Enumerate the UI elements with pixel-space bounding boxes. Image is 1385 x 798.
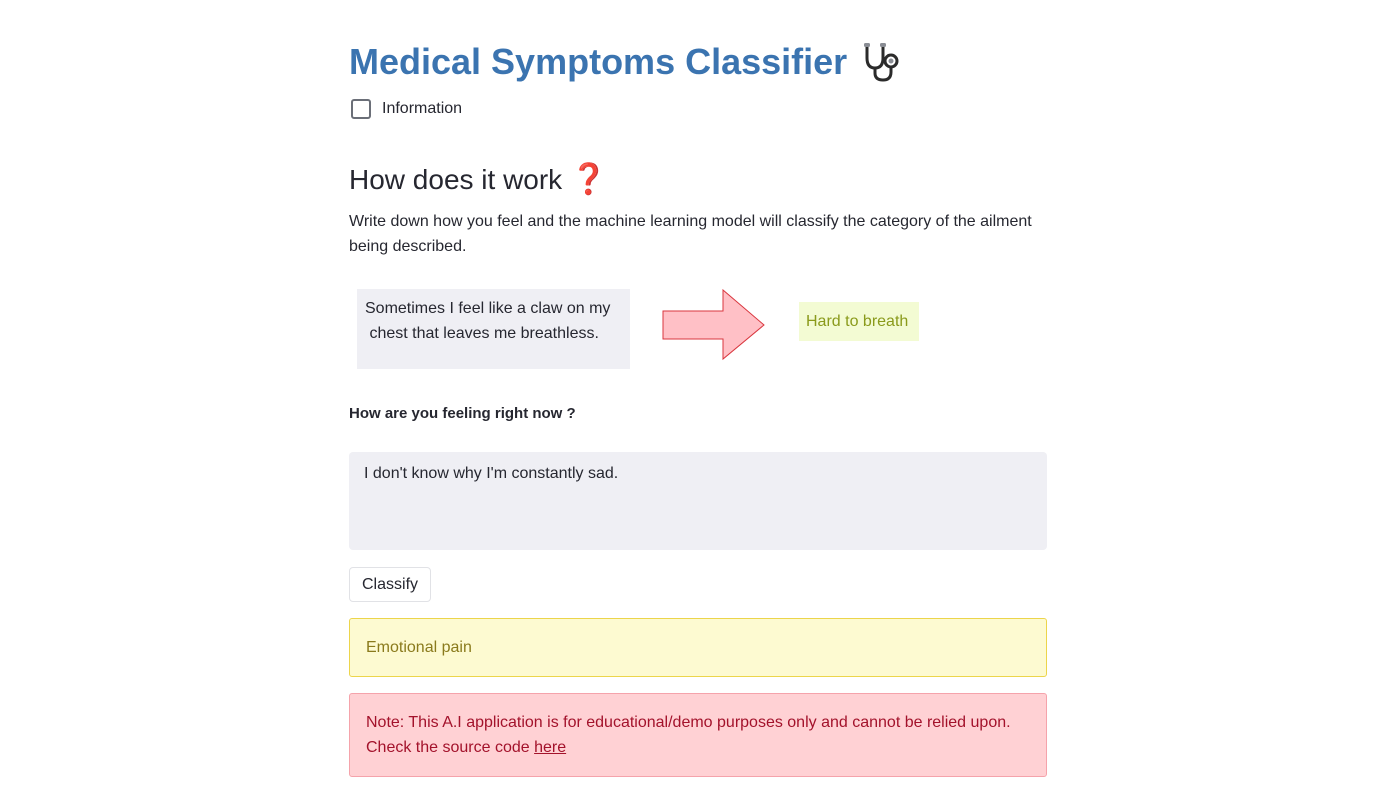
feeling-input-label: How are you feeling right now ?	[349, 405, 576, 422]
page-title	[349, 40, 901, 84]
how-it-works-description: Write down how you feel and the machine learning model will classify the category of the ailment being described.	[349, 213, 1032, 255]
source-code-link[interactable]: here	[534, 739, 567, 756]
information-checkbox-label: Information	[382, 100, 463, 117]
feeling-input[interactable]	[349, 452, 1047, 550]
disclaimer-note	[349, 693, 1047, 777]
classify-button[interactable]: Classify	[349, 567, 431, 602]
classification-result: Emotional pain	[349, 618, 1047, 677]
example-input-box: Sometimes I feel like a claw on my chest that leaves me breathless.	[357, 289, 630, 369]
question-mark-icon: ❓	[570, 163, 608, 196]
information-checkbox-row[interactable]	[351, 99, 462, 119]
example-output-tag: Hard to breath	[799, 302, 919, 341]
how-it-works-heading-text: How does it work	[349, 163, 563, 195]
information-checkbox[interactable]	[351, 99, 371, 119]
how-it-works-heading	[349, 162, 608, 197]
stethoscope-icon	[857, 40, 901, 84]
arrow-right-icon	[662, 289, 766, 361]
disclaimer-text: Note: This A.I application is for educational/demo purposes only and cannot be relied upon. Check the source code	[366, 714, 1011, 756]
page-title-text: Medical Symptoms Classifier	[349, 41, 848, 82]
